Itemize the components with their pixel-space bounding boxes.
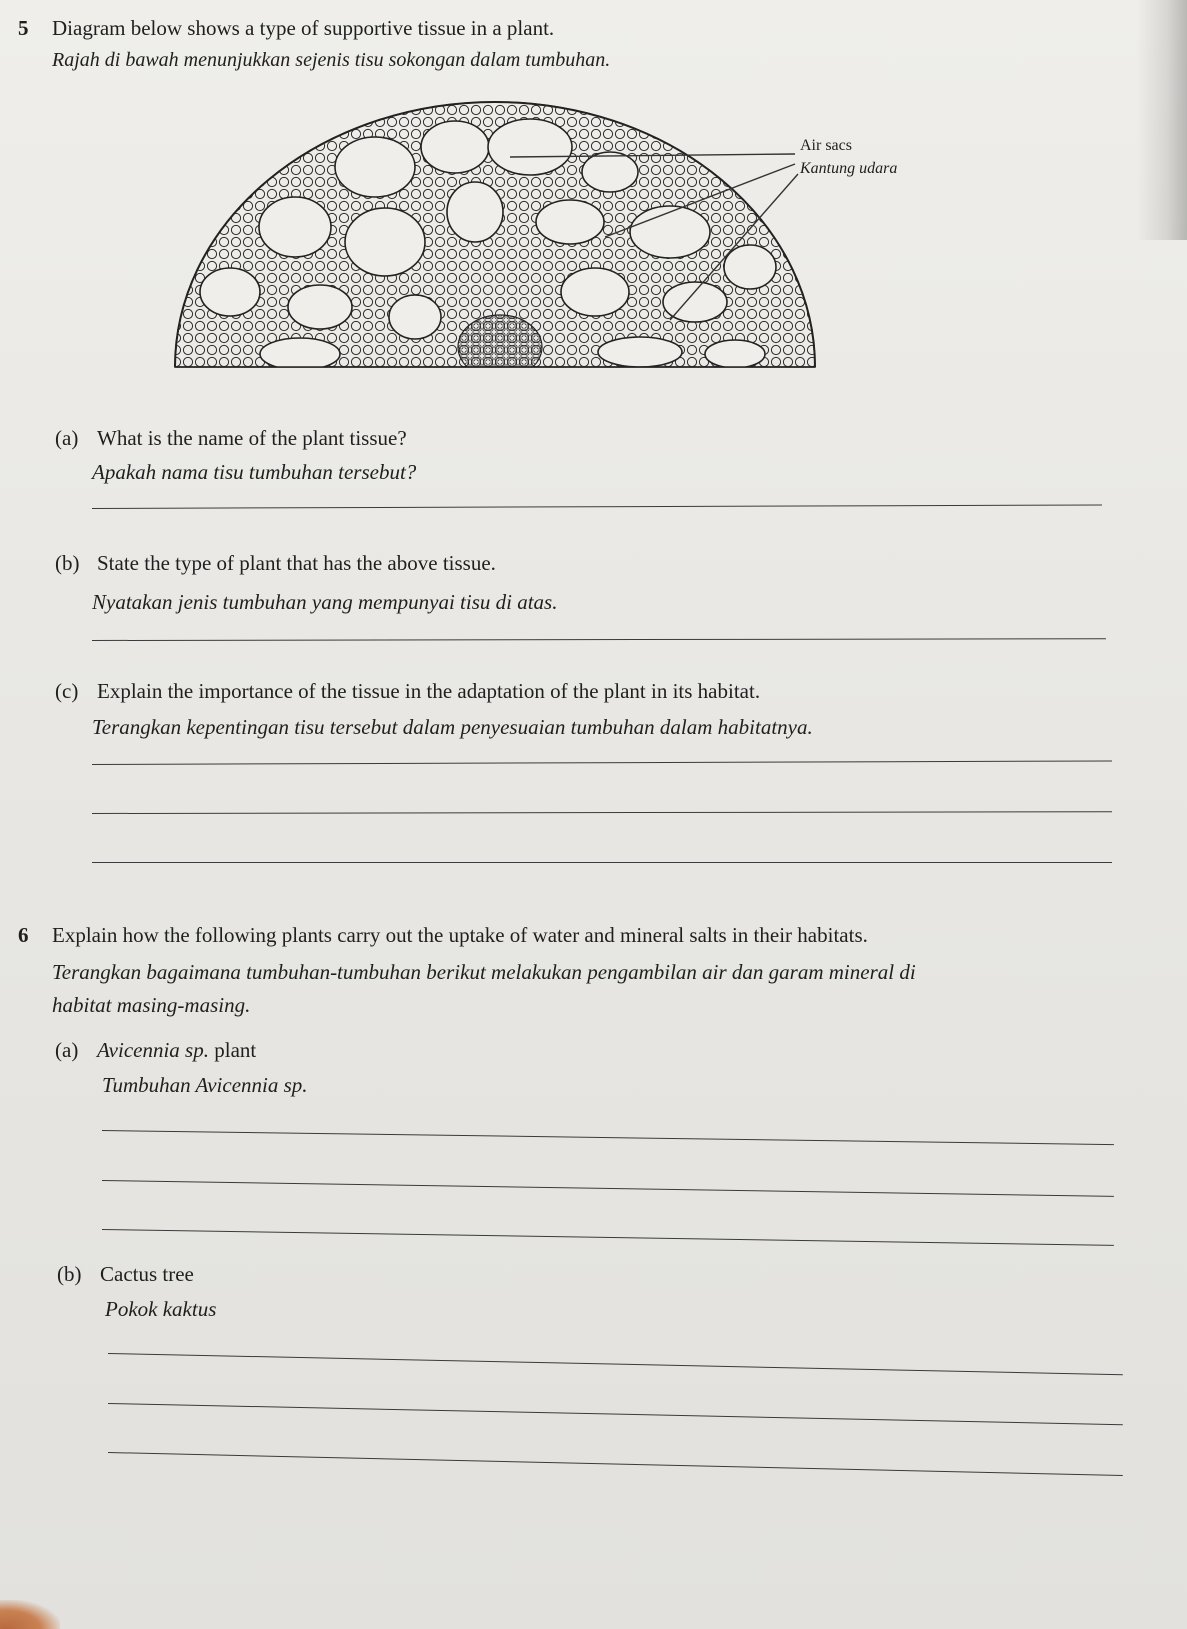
q6a-answer-line-3[interactable]: [102, 1229, 1114, 1246]
q6a-answer-line-1[interactable]: [102, 1130, 1114, 1146]
q5-stem-en: Diagram below shows a type of supportive tissue in a plant.: [52, 16, 555, 40]
q6b-answer-line-2[interactable]: [108, 1403, 1123, 1426]
q6b-answer-line-1[interactable]: [108, 1353, 1123, 1376]
q5c-answer-line-1[interactable]: [92, 760, 1112, 765]
q5b-answer-line[interactable]: [92, 638, 1106, 641]
q6a-en-plant: plant: [208, 1038, 257, 1062]
q6-stem-ms-2: habitat masing-masing.: [52, 993, 251, 1017]
q6-number: 6: [18, 923, 29, 947]
q5c-ms: Terangkan kepentingan tisu tersebut dalam penyesuaian tumbuhan dalam habitatnya.: [92, 715, 813, 739]
q5b-ms: Nyatakan jenis tumbuhan yang mempunyai tisu di atas.: [92, 590, 558, 614]
q5c-en: Explain the importance of the tissue in the adaptation of the plant in its habitat.: [97, 679, 761, 703]
finger-corner: [0, 1600, 60, 1629]
q6a-ms: Tumbuhan Avicennia sp.: [102, 1073, 308, 1097]
q5b-tag: (b): [55, 551, 80, 575]
q6a-en-species: Avicennia sp.: [97, 1038, 209, 1062]
page-edge-shadow: [1137, 0, 1187, 240]
q6b-en: Cactus tree: [100, 1262, 194, 1286]
q6b-answer-line-3[interactable]: [108, 1452, 1123, 1476]
q5-number: 5: [18, 16, 29, 40]
q6-stem-en: Explain how the following plants carry out the uptake of water and mineral salts in their habitats.: [52, 923, 868, 947]
q6a-en: [97, 1040, 256, 1061]
q5a-tag: (a): [55, 426, 79, 450]
vascular-bundle: [458, 315, 542, 379]
plant-tissue-diagram: [170, 92, 850, 392]
q6a-answer-line-2[interactable]: [102, 1180, 1114, 1197]
q6b-tag: (b): [57, 1262, 82, 1286]
q5a-en: What is the name of the plant tissue?: [97, 426, 407, 450]
q5b-en: State the type of plant that has the above tissue.: [97, 551, 496, 575]
q5c-answer-line-3[interactable]: [92, 862, 1112, 863]
q5c-tag: (c): [55, 679, 79, 703]
q5c-answer-line-2[interactable]: [92, 811, 1112, 814]
label-kantung-udara: Kantung udara: [800, 160, 898, 177]
q5-stem-ms: Rajah di bawah menunjukkan sejenis tisu sokongan dalam tumbuhan.: [52, 49, 611, 71]
tissue-section: [175, 102, 815, 379]
q5a-ms: Apakah nama tisu tumbuhan tersebut?: [92, 460, 417, 484]
q6-stem-ms-1: Terangkan bagaimana tumbuhan-tumbuhan berikut melakukan pengambilan air dan garam mineral di: [52, 960, 916, 984]
label-air-sacs: Air sacs: [800, 137, 852, 154]
q5a-answer-line[interactable]: [92, 504, 1102, 509]
q6a-tag: (a): [55, 1038, 79, 1062]
q6b-ms: Pokok kaktus: [105, 1297, 217, 1321]
